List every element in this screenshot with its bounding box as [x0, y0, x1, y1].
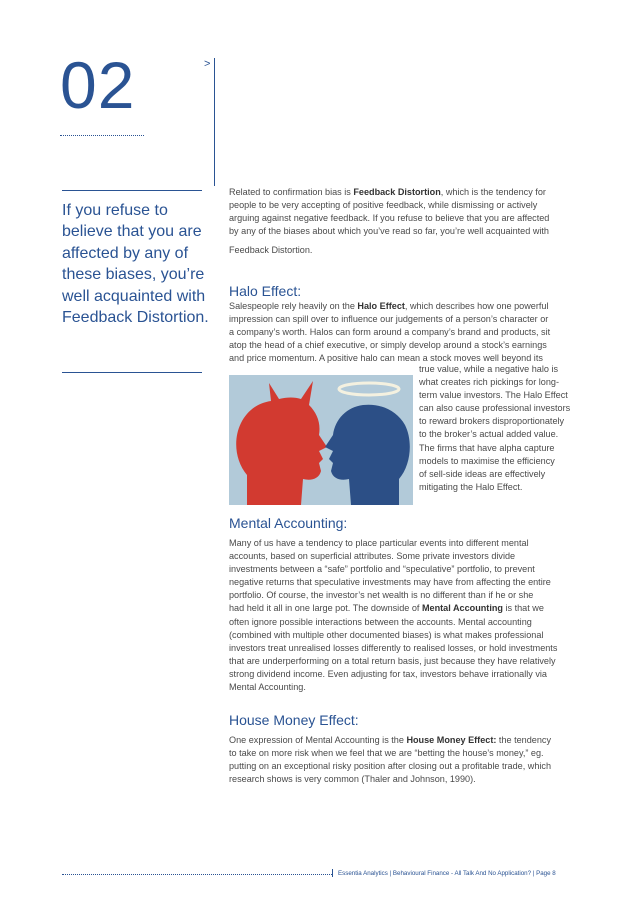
halo-wrap-line: mitigating the Halo Effect.	[419, 481, 523, 492]
halo-wrap-line: of sell-side ideas are effectively	[419, 468, 546, 479]
mental-line: that are underperforming on a total return basis, just because they have relatively	[229, 655, 556, 666]
mental-line: investments between a “safe” portfolio and “speculative” portfolio, to prevent	[229, 564, 535, 575]
halo-wrap-line: The firms that have alpha capture	[419, 442, 555, 453]
halo-line: impression can spill over to influence our judgements of a person’s character or	[229, 314, 549, 325]
house-money-heading: House Money Effect:	[229, 712, 359, 728]
mental-line: had held it all in one large pot. The downside of Mental Accounting is that we	[229, 603, 544, 614]
halo-line: Salespeople rely heavily on the Halo Effect, which describes how one powerful	[229, 301, 549, 311]
halo-wrap-line: can also cause professional investors	[419, 403, 571, 414]
intro-line: Feedback Distortion.	[229, 245, 313, 256]
mental-line: often ignore possible interactions between the accounts. Mental accounting	[229, 616, 532, 627]
mental-line: portfolio. Of course, the investor’s net wealth is no different than if he or she	[229, 590, 534, 601]
house-money-paragraph	[229, 734, 577, 786]
halo-wrap-line: models to maximise the efficiency	[419, 455, 555, 466]
house-line: One expression of Mental Accounting is the House Money Effect: the tendency	[229, 735, 551, 745]
house-line: to take on more risk when we feel that we are “betting the house’s money,” eg.	[229, 748, 544, 759]
pull-quote-bottom-rule	[62, 372, 202, 373]
intro-paragraph	[229, 186, 577, 257]
mental-line: accounts, based on superficial attributes. Some private investors divide	[229, 551, 516, 562]
halo-wrap-line: true value, while a negative halo is	[419, 364, 559, 374]
footer-text: Essentia Analytics | Behavioural Finance - All Talk And No Application? | Page 8	[338, 870, 556, 877]
mental-line: Mental Accounting.	[229, 682, 306, 693]
halo-line: and price momentum. A positive halo can mean a stock moves well beyond its	[229, 353, 543, 364]
mental-accounting-term: Mental Accounting	[421, 603, 503, 614]
mental-line: (combined with multiple other documented biases) is what makes professional	[229, 629, 544, 640]
pull-quote: If you refuse to believe that you are affected by any of these biases, you’re well acquainted with Feedback Distortion.	[62, 202, 209, 327]
halo-effect-term: Halo Effect	[357, 301, 405, 311]
mental-accounting-paragraph	[229, 537, 577, 694]
halo-effect-paragraph	[229, 300, 577, 365]
house-line: research shows is very common (Thaler and Johnson, 1990).	[229, 774, 476, 785]
intro-line: people to be very accepting of positive feedback, while dismissing or actively	[229, 200, 538, 211]
intro-line: arguing against negative feedback. If you refuse to believe that you are affected	[229, 213, 550, 224]
halo-wrap-line: term value investors. The Halo Effect	[419, 390, 568, 401]
mental-line: negative returns that speculative investments may have from affecting the entire	[229, 577, 551, 588]
pull-quote-top-rule	[62, 190, 202, 191]
halo-wrap-line: to reward brokers disproportionately	[419, 416, 565, 427]
mental-line: Many of us have a tendency to place particular events into different mental	[229, 538, 529, 548]
devil-angel-image	[229, 375, 413, 505]
vertical-rule	[214, 58, 215, 186]
intro-line: Related to confirmation bias is Feedback Distortion, which is the tendency for	[229, 187, 546, 197]
chevron-right-icon: >	[204, 58, 211, 70]
mental-line: strong dividend income. Even adjusting for tax, investors behave irrationally via	[229, 668, 547, 679]
intro-line: by any of the biases about which you’ve read so far, you’re well acquainted with	[229, 226, 549, 237]
footer-rule	[62, 874, 332, 875]
halo-wrap-line: to the broker’s actual added value.	[419, 429, 559, 440]
halo-wrap-text	[419, 363, 579, 494]
mental-line: investors treat unrealised losses differently to realised losses, or hold investments	[229, 642, 558, 653]
house-line: putting on an exceptional risky position after closing out a profitable trade, which	[229, 761, 552, 772]
page-section-number: 02	[60, 48, 136, 122]
halo-effect-heading: Halo Effect:	[229, 283, 302, 299]
number-underline	[60, 135, 144, 136]
mental-accounting-heading: Mental Accounting:	[229, 515, 348, 531]
devil-angel-illustration	[229, 375, 413, 505]
house-money-term: House Money Effect:	[406, 735, 497, 745]
halo-wrap-line: what creates rich pickings for long-	[419, 377, 560, 388]
footer-divider	[332, 869, 333, 877]
feedback-distortion-term: Feedback Distortion	[353, 187, 441, 197]
halo-line: a company’s worth. Halos can form around a company’s brand and products, sit	[229, 327, 551, 338]
halo-line: atop the head of a chief executive, or simply develop around a stock’s earnings	[229, 340, 547, 351]
